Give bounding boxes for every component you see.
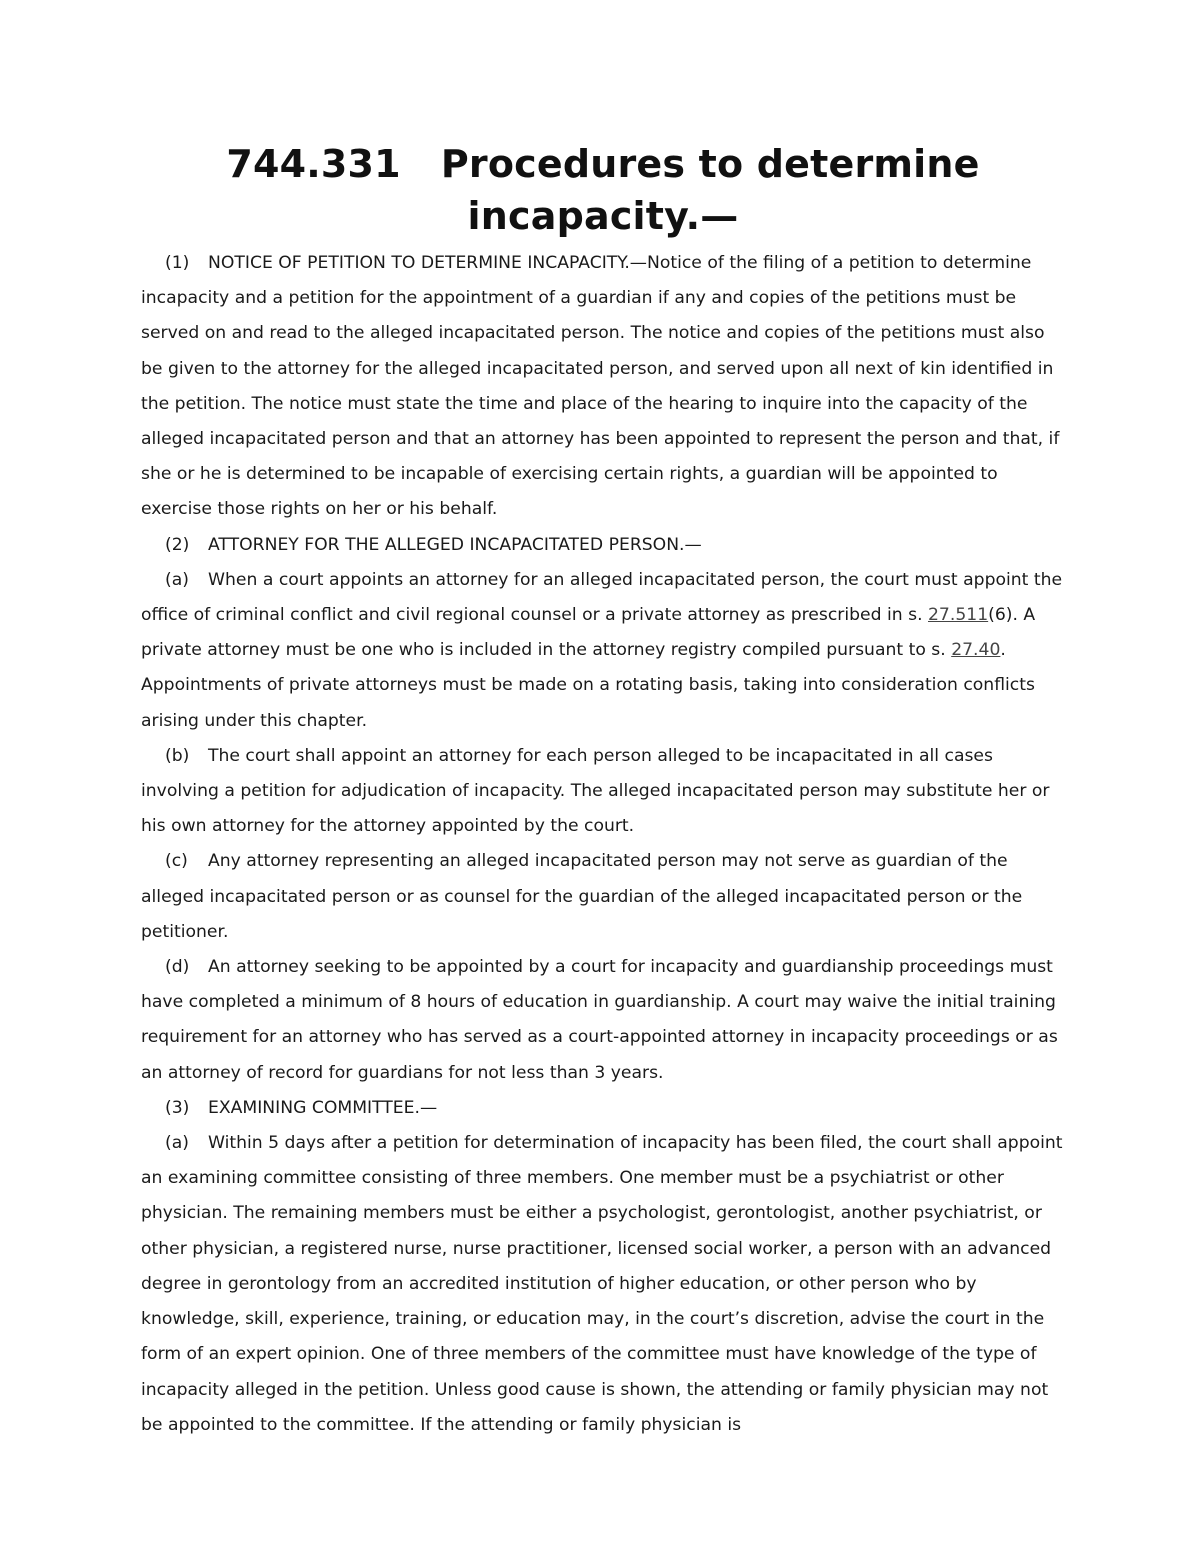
paragraph-label: (1) [165, 253, 190, 273]
paragraph-label: (a) [165, 569, 189, 590]
paragraph-1 [141, 246, 1065, 528]
paragraph-text: An attorney seeking to be appointed by a court for incapacity and guardianship proceedings must have completed a minimum of 8 hours of education in guardianship. A court may waive the initial training requirement for an attorney who has served as a court-appointed attorney in incapacity proceedings or as an attorney of record for guardians for not less than 3 years. [141, 957, 1058, 1083]
paragraph-label: (2) [165, 534, 190, 555]
section-heading [141, 138, 1065, 242]
paragraph-label: (d) [165, 957, 190, 978]
paragraph-label: (c) [165, 851, 188, 872]
paragraph-2a [141, 563, 1065, 739]
statute-body [141, 246, 1065, 1443]
paragraph-text: ATTORNEY FOR THE ALLEGED INCAPACITATED PERSON.— [208, 534, 702, 555]
document-page [141, 138, 1065, 1443]
paragraph-text: Any attorney representing an alleged incapacitated person may not serve as guardian of the alleged incapacitated person or as counsel for the guardian of the alleged incapacitated person or the petitioner. [141, 851, 1023, 942]
paragraph-text: When a court appoints an attorney for an alleged incapacitated person, the court must appoint the office of criminal conflict and civil regional counsel or a private attorney as prescribed in s. [141, 569, 1063, 626]
paragraph-label: (3) [165, 1097, 190, 1118]
paragraph-2b [141, 739, 1065, 845]
statute-link-27-40[interactable]: 27.40 [951, 640, 1001, 661]
section-title: Procedures to determine incapacity.— [440, 142, 980, 238]
paragraph-2 [141, 528, 1065, 563]
section-number: 744.331 [226, 142, 401, 186]
paragraph-3 [141, 1091, 1065, 1126]
paragraph-text: EXAMINING COMMITTEE.— [208, 1097, 438, 1118]
paragraph-3a [141, 1126, 1065, 1443]
paragraph-2c [141, 844, 1065, 950]
paragraph-2d [141, 950, 1065, 1091]
paragraph-label: (b) [165, 745, 190, 766]
paragraph-text: NOTICE OF PETITION TO DETERMINE INCAPACITY.—Notice of the filing of a petition to determine incapacity and a petition for the appointment of a guardian if any and copies of the petitions must be served on and read to the alleged incapacitated person. The notice and copies of the petitions must also be given to the attorney for the alleged incapacitated person, and served upon all next of kin identified in the petition. The notice must state the time and place of the hearing to inquire into the capacity of the alleged incapacitated person and that an attorney has been appointed to represent the person and that, if she or he is determined to be incapable of exercising certain rights, a guardian will be appointed to exercise those rights on her or his behalf. [141, 253, 1060, 520]
paragraph-text: . Appointments of private attorneys must be made on a rotating basis, taking into consideration conflicts arising under this chapter. [141, 640, 1035, 731]
paragraph-text: Within 5 days after a petition for determination of incapacity has been filed, the court shall appoint an examining committee consisting of three members. One member must be a psychiatrist or other physician. The remaining members must be either a psychologist, gerontologist, another psychiatrist, or other physician, a registered nurse, nurse practitioner, licensed social worker, a person with an advanced degree in gerontology from an accredited institution of higher education, or other person who by knowledge, skill, experience, training, or education may, in the court’s discretion, advise the court in the form of an expert opinion. One of three members of the committee must have knowledge of the type of incapacity alleged in the petition. Unless good cause is shown, the attending or family physician may not be appointed to the committee. If the attending or family physician is [141, 1133, 1063, 1435]
paragraph-label: (a) [165, 1133, 189, 1154]
paragraph-text: (6). A private attorney must be one who is included in the attorney registry compiled pursuant to s. [141, 605, 1036, 661]
statute-link-27-511[interactable]: 27.511 [928, 605, 989, 626]
paragraph-text: The court shall appoint an attorney for each person alleged to be incapacitated in all cases involving a petition for adjudication of incapacity. The alleged incapacitated person may substitute her or his own attorney for the attorney appointed by the court. [141, 745, 1050, 837]
